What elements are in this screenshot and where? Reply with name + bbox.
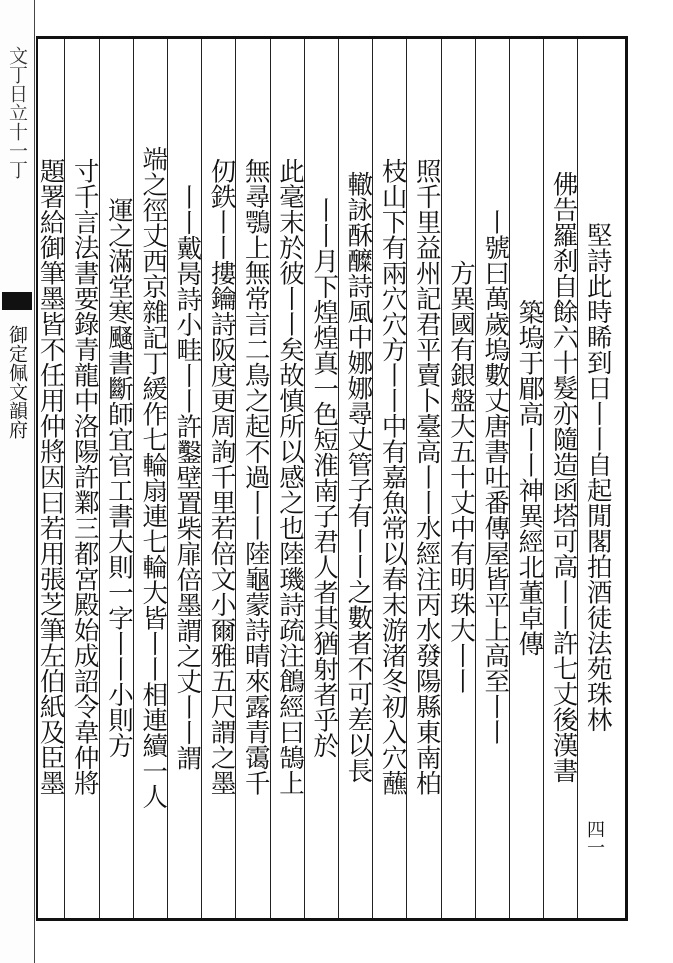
text-column: 此毫末於彼丨丨矣故慎所以感之也陸璣詩疏注鶬經曰鵠上 — [275, 158, 305, 796]
text-column: 題署給御筆墨皆不任用仲將因曰若用張芝筆左伯紙及臣墨 — [35, 158, 66, 796]
text-column: 築塢于郿高丨丨神異經北董卓傳 — [514, 298, 545, 656]
text-column: 方異國有銀盤大五十丈中有明珠大丨丨 — [446, 260, 476, 694]
text-column: 佛告羅刹自餘六十髮亦隨造函塔可高丨丨許七丈後漢書 — [548, 171, 579, 783]
text-column: 丨丨戴昺詩小畦丨丨許鑿壁置柴扉倍墨謂之丈丨丨謂 — [172, 183, 203, 771]
text-column: 丨丨月下煌煌真一色短淮南子君人者其猶射者乎於 — [309, 196, 340, 758]
text-column: 丨號曰萬歲塢數丈唐書吐番傳屋皆平上高至丨丨 — [480, 209, 511, 745]
edge-black-block — [2, 292, 32, 310]
text-column: 無尋鶚上無常言二鳥之起不過丨丨陸龜蒙詩晴來露青霭千 — [240, 158, 271, 796]
text-column: 端之徑丈西京雜記丁緩作七輪扇連七輪大皆丨丨相連續一人 — [138, 145, 169, 809]
edge-marks: 文丁日立十一丁 — [6, 46, 28, 179]
text-column: 枝山下有兩穴穴方丨丨中有嘉魚常以春末游渚冬初入穴蘸 — [377, 158, 408, 796]
book-title: 御定佩文韻府 — [6, 325, 28, 439]
text-column: 轍詠酥醾詩風中娜娜尋丈管子有丨丨之數者不可差以長 — [343, 171, 374, 783]
page-number: 四一 — [584, 820, 605, 856]
text-column: 堅詩此時睎到日丨丨自起閒閣拍酒徒法苑珠林 — [582, 222, 613, 732]
text-column: 運之滿堂寒颾書斷師宜官工書大則一字丨丨小則方 — [104, 196, 134, 758]
text-column: 仞鉄丨丨摟鑰詩阪度更周詢千里若倍文小爾雅五尺謂之墨 — [206, 158, 237, 796]
text-column: 寸千言法書要錄青龍中洛陽許鄴三都宮殿始成詔令韋仲將 — [69, 158, 100, 796]
text-column: 照千里益州記君平賣卜臺高丨丨水經注丙水發陽縣東南柏 — [411, 158, 442, 796]
